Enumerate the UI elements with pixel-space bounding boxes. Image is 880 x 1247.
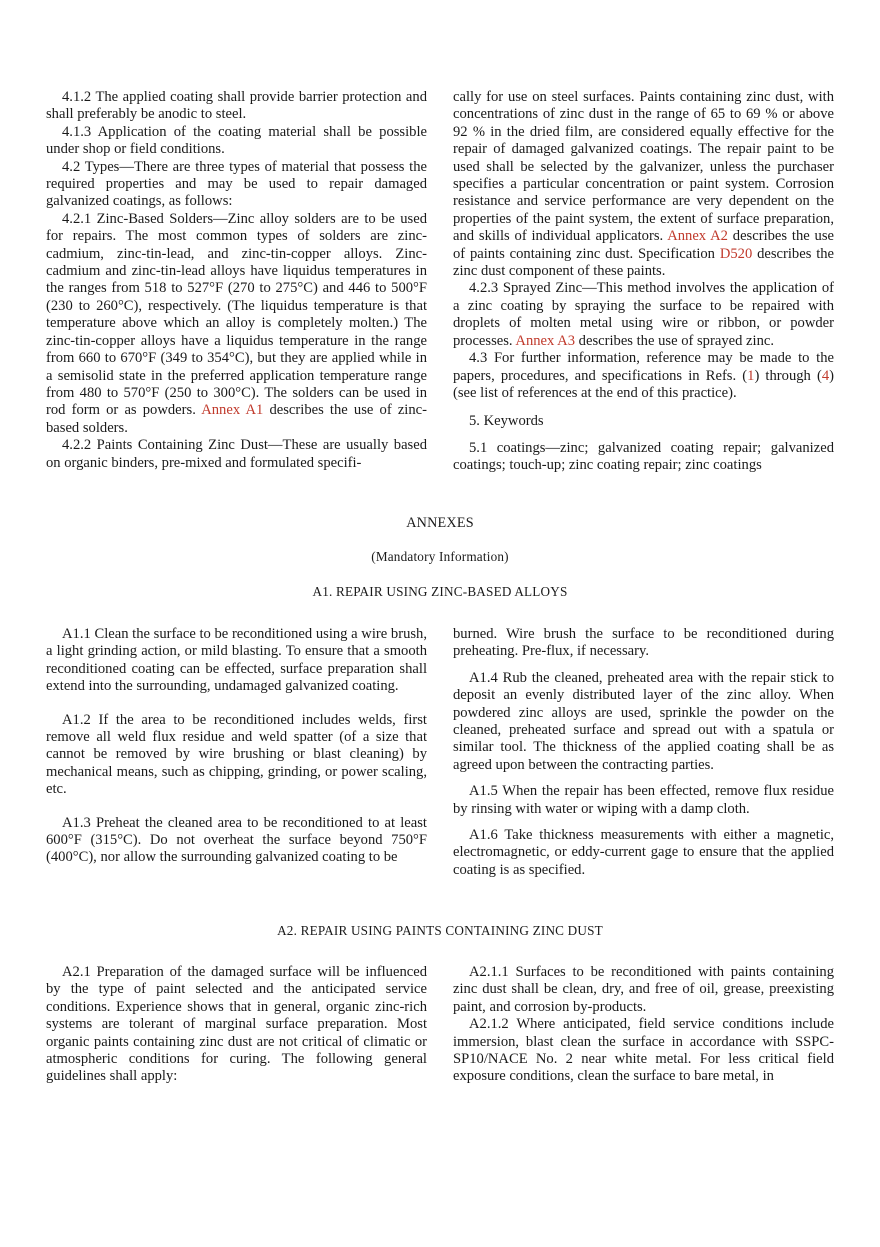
para-4-1-2: 4.1.2 The applied coating shall provide barrier protection and shall preferably be anodic to steel.: [46, 89, 427, 123]
section4-left-column: [46, 89, 427, 472]
para-4-2-3: [453, 280, 834, 350]
para-4-2-2-cont-tail: describes the zinc dust component of these paints.: [453, 245, 835, 280]
para-a2-1-1: A2.1.1 Surfaces to be reconditioned with paints containing zinc dust shall be clean, dry, and free of oil, grease, preexisting paint, and corrosion by-products.: [453, 964, 834, 1015]
ref-4-link[interactable]: 4: [821, 367, 830, 384]
a1-right-column: [453, 626, 834, 879]
para-a1-1: A1.1 Clean the surface to be reconditioned using a wire brush, a light grinding action, or mild blasting. To ensure that a smooth reconditioned coating can be effected, surface preparation shall extend into the surrounding, undamaged galvanized coating.: [46, 626, 427, 695]
para-a1-2: A1.2 If the area to be reconditioned includes welds, first remove all weld flux residue and weld spatter (of a size that cannot be removed by wire brushing or blast cleaning) by mechanical means, such as chipping, grinding, or power scaling, etc.: [46, 711, 427, 798]
keywords-heading: 5. Keywords: [469, 413, 544, 430]
para-a2-1-2: A2.1.2 Where anticipated, field service conditions include immersion, blast clean the surface in accordance with SSPC-SP10/NACE No. 2 near white metal. For less critical field exposure conditions, clean the surface to bare metal, in: [453, 1016, 834, 1085]
annexes-title: ANNEXES: [406, 515, 474, 531]
para-a1-6: A1.6 Take thickness measurements with either a magnetic, electromagnetic, or eddy-current gage to ensure that the applied coating is as specified.: [453, 827, 834, 878]
para-4-3-tail: ) (see list of references at the end of this practice).: [453, 367, 834, 401]
para-5-1: 5.1 coatings—zinc; galvanized coating repair; galvanized coatings; touch-up; zinc coating repair; zinc coatings: [453, 439, 834, 474]
para-a1-4: A1.4 Rub the cleaned, preheated area with the repair stick to deposit an evenly distributed layer of the zinc alloy. When powdered zinc alloys are used, sprinkle the powder on the cleaned, preheated surface and spread out with a spatula or similar tool. The thickness of the applied coating shall be as agreed upon between the contracting parties.: [453, 669, 834, 773]
annex-a2-heading: A2. REPAIR USING PAINTS CONTAINING ZINC DUST: [277, 923, 603, 938]
annex-a1-heading: A1. REPAIR USING ZINC-BASED ALLOYS: [312, 584, 568, 599]
annexes-subtitle: (Mandatory Information): [371, 549, 509, 564]
section4-right-column: [453, 89, 834, 475]
para-4-2-1-tail: describes the use of zinc-based solders.: [46, 402, 427, 436]
para-4-2-3-tail: describes the use of sprayed zinc.: [578, 332, 774, 349]
para-4-2: 4.2 Types—There are three types of material that possess the required properties and may be used to repair damaged galvanized coatings, as follows:: [46, 158, 427, 210]
para-a2-1: A2.1 Preparation of the damaged surface will be influenced by the type of paint selected and the anticipated service conditions. Experience shows that in general, organic zinc-rich systems are tolerant of marginal surface preparation. Most organic paints containing zinc dust are not critical of climatic or atmospheric conditions for curing. The following general guidelines shall apply:: [46, 964, 427, 1085]
para-4-1-3: 4.1.3 Application of the coating material shall be possible under shop or field conditions.: [46, 123, 427, 158]
annex-a3-link[interactable]: Annex A3: [515, 332, 576, 349]
para-4-3-mid: ) through (: [754, 367, 822, 384]
annex-a2-link[interactable]: Annex A2: [667, 228, 728, 245]
a2-left-column: [46, 964, 427, 1086]
para-a1-3: A1.3 Preheat the cleaned area to be reconditioned to at least 600°F (315°C). Do not overheat the surface beyond 750°F (400°C), nor allow the surrounding galvanized coating to be: [46, 814, 427, 866]
para-a1-5: A1.5 When the repair has been effected, remove flux residue by rinsing with water or wiping with a damp cloth.: [453, 783, 834, 817]
para-a1-3-cont: burned. Wire brush the surface to be reconditioned during preheating. Pre-flux, if necessary.: [453, 626, 834, 660]
para-4-2-2-cont: [453, 89, 834, 280]
para-4-3-text: 4.3 For further information, reference may be made to the papers, procedures, and specifications in Refs. (: [453, 350, 834, 384]
a2-right-column: [453, 964, 834, 1086]
a1-left-column: [46, 626, 427, 867]
para-4-2-2-cont-text: cally for use on steel surfaces. Paints containing zinc dust, with concentrations of zinc dust in the range of 65 to 69 % or above 92 % in the dried film, are considered equally effective for the repair of damaged galvanized coatings. The repair paint to be used shall be selected by the galvanizer, unless the purchaser specifies a particular concentration or paint system. Corrosion resistance and service performance are very dependent on the properties of the paint system, the extent of surface preparation, and skills of individual applicators.: [453, 89, 834, 245]
para-4-2-2-cont-mid: describes the use of paints containing zinc dust. Specification: [453, 228, 834, 262]
para-4-2-3-text: 4.2.3 Sprayed Zinc—This method involves the application of a zinc coating by spraying the surface to be repaired with droplets of molten metal using wire or ribbon, or powder processes.: [453, 280, 834, 349]
para-4-2-1: [46, 211, 427, 437]
spec-d520-link[interactable]: D520: [719, 245, 753, 262]
para-4-2-1-text: 4.2.1 Zinc-Based Solders—Zinc alloy solders are to be used for repairs. The most common types of solders are zinc-cadmium, zinc-tin-lead, and zinc-tin-copper alloys. Zinc-cadmium and zinc-tin-lead alloys have liquidus temperatures in the ranges from 518 to 527°F (270 to 275°C) and 446 to 500°F (230 to 260°C), respectively. (The liquidus temperature is that temperature above which an alloy is completely molten.) The zinc-tin-copper alloys have a liquidus temperature in the range from 660 to 670°F (349 to 354°C), but they are applied while in a semisolid state in the preferred application temperature range from 480 to 570°F (250 to 300°C). The solders can be used in rod form or as powders.: [46, 210, 427, 419]
para-4-2-2: 4.2.2 Paints Containing Zinc Dust—These are usually based on organic binders, pre-mixed and formulated specifi-: [46, 437, 427, 471]
annex-a1-link[interactable]: Annex A1: [201, 402, 264, 419]
para-4-3: [453, 350, 834, 402]
ref-1-link[interactable]: 1: [747, 367, 755, 384]
